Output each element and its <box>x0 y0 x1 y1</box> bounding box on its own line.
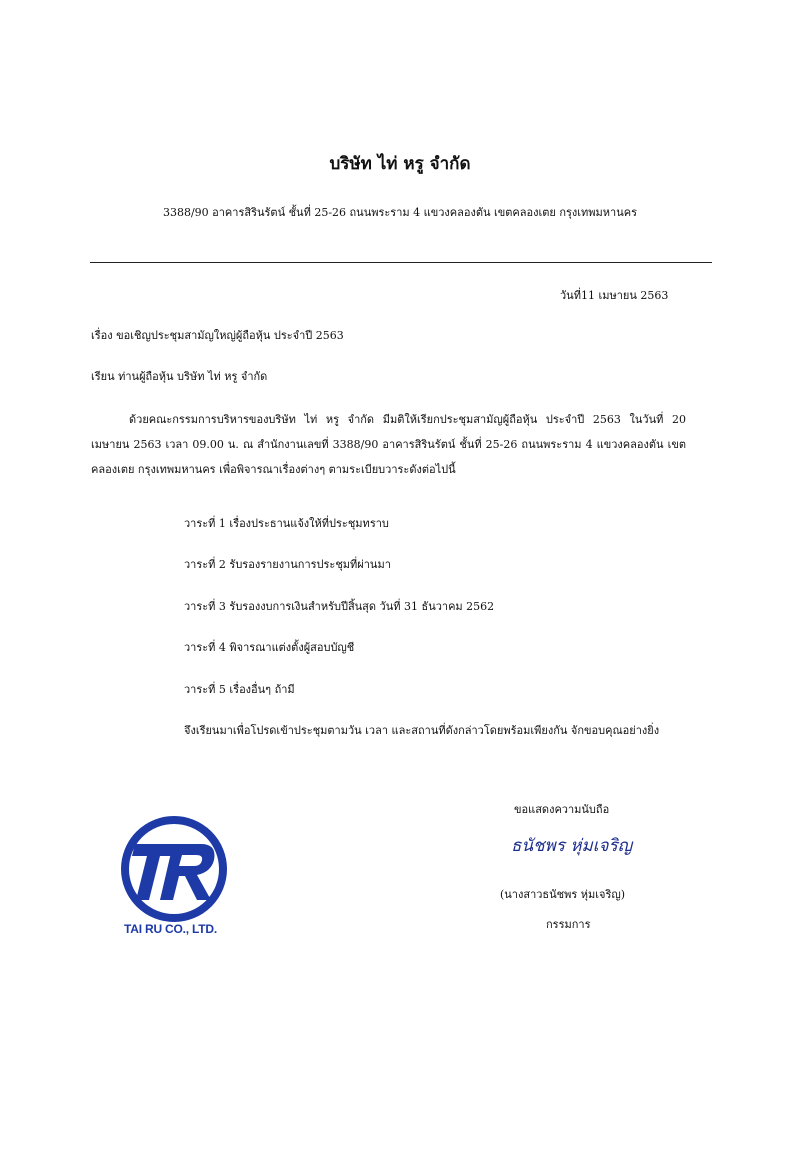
header-divider <box>90 262 712 263</box>
handwritten-signature: ธนัชพร หุ่มเจริญ <box>511 836 633 856</box>
agenda-item-1: วาระที่ 1 เรื่องประธานแจ้งให้ที่ประชุมทราบ <box>184 517 389 530</box>
company-name: บริษัท ไท่ หรู จำกัด <box>329 154 471 174</box>
letter-date: วันที่11 เมษายน 2563 <box>560 289 669 302</box>
signer-name: (นางสาวธนัชพร หุ่มเจริญ) <box>500 888 626 901</box>
company-address: 3388/90 อาคารสิรินรัตน์ ชั้นที่ 25-26 ถนนพระราม 4 แขวงคลองตัน เขตคลองเตย กรุงเทพมหานคร <box>162 206 638 219</box>
agenda-item-2: วาระที่ 2 รับรองรายงานการประชุมที่ผ่านมา <box>184 558 391 571</box>
agenda-item-3: วาระที่ 3 รับรองงบการเงินสำหรับปีสิ้นสุด วันที่ 31 ธันวาคม 2562 <box>184 600 495 613</box>
signer-title: กรรมการ <box>546 918 591 931</box>
letter-subject: เรื่อง ขอเชิญประชุมสามัญใหญ่ผู้ถือหุ้น ประจำปี 2563 <box>91 329 344 342</box>
letter-salutation: เรียน ท่านผู้ถือหุ้น บริษัท ไท่ หรู จำกัด <box>91 370 268 383</box>
letter-body: ด้วยคณะกรรมการบริหารของบริษัท ไท่ หรู จำกัด มีมติให้เรียกประชุมสามัญผู้ถือหุ้น ประจำปี 2563 ในวันที่ 20 เมษายน 2563 เวลา 09.00 น. ณ สำนักงานเลขที่ 3388/90 อาคารสิรินรัตน์ ชั้นที่ 25-26 ถนนพระราม 4 แขวงคลองตัน เขตคลองเตย กรุงเทพมหานคร เพื่อพิจารณาเรื่องต่างๆ ตามระเบียบวาระดังต่อไปนี้ <box>91 413 686 476</box>
closing-respect: ขอแสดงความนับถือ <box>514 803 610 816</box>
agenda-item-5: วาระที่ 5 เรื่องอื่นๆ ถ้ามี <box>184 683 295 696</box>
logo-tr-mark <box>132 844 214 900</box>
letter-closing: จึงเรียนมาเพื่อโปรดเข้าประชุมตามวัน เวลา และสถานที่ดังกล่าวโดยพร้อมเพียงกัน จักขอบคุณอย่างยิ่ง <box>184 724 660 737</box>
logo-caption: TAI RU CO., LTD. <box>124 922 218 936</box>
agenda-item-4: วาระที่ 4 พิจารณาแต่งตั้งผู้สอบบัญชี <box>184 641 355 654</box>
